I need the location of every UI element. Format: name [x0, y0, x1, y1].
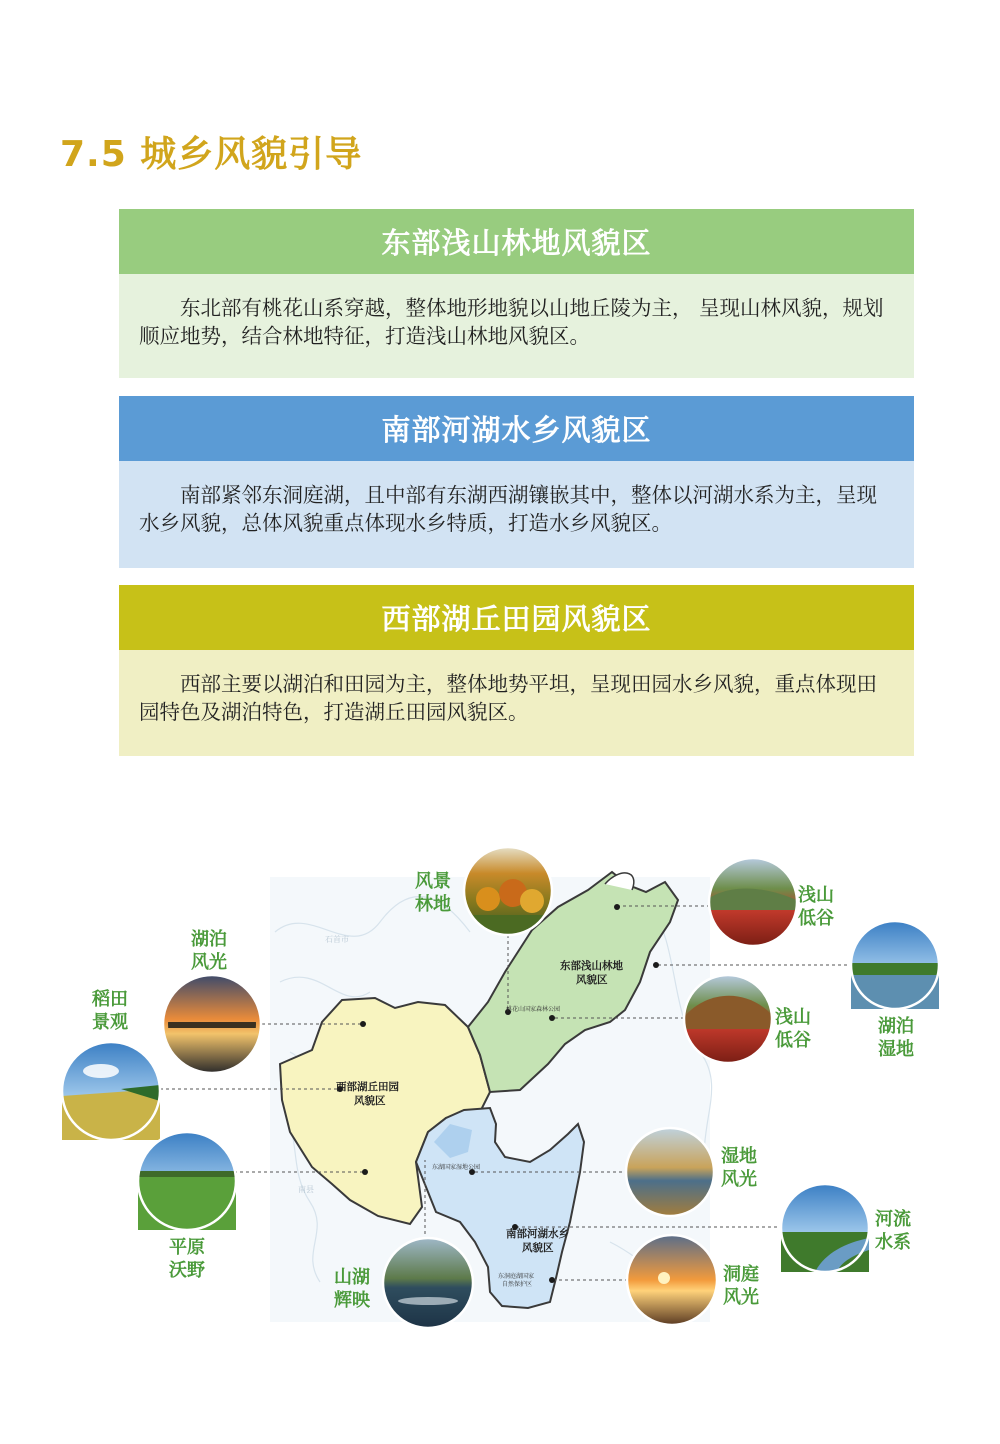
zone-west-text: 西部主要以湖泊和田园为主，整体地势平坦，呈现田园水乡风貌，重点体现田园特色及湖泊特色，打造湖丘田园风貌区。 [119, 650, 914, 756]
label-plain: 平原 沃野 [169, 1237, 205, 1281]
landscape-map-figure [50, 812, 970, 1332]
zone-south-title: 南部河湖水乡风貌区 [119, 396, 914, 461]
map-label-shishou: 石首市 [325, 935, 349, 944]
photo-hill-valley-2 [684, 975, 772, 1063]
map-label-east-2: 风貌区 [576, 974, 608, 986]
map-label-east-1: 东部浅山林地 [560, 960, 623, 972]
page-title: 7.5 城乡风貌引导 [60, 134, 363, 175]
zone-east-card [119, 209, 914, 378]
zone-west-title: 西部湖丘田园风貌区 [119, 585, 914, 650]
map-label-south-1: 南部河湖水乡 [506, 1228, 569, 1240]
zone-south-card [119, 396, 914, 568]
map-label-west-1: 西部湖丘田园 [336, 1081, 399, 1093]
label-paddy: 稻田 景观 [92, 989, 128, 1033]
map-label-reserve-1: 东洞庭湖国家 [498, 1273, 535, 1280]
label-river-system: 河流 水系 [875, 1209, 911, 1253]
map-label-nanxian: 南县 [298, 1185, 314, 1194]
photo-river-system [781, 1184, 869, 1272]
photo-plain [138, 1132, 236, 1230]
photo-lake-wetland [851, 921, 939, 1009]
label-wetland-view: 湿地 风光 [721, 1146, 757, 1190]
photo-paddy [62, 1042, 160, 1140]
map-label-wetland-park: 东湖国家湿地公园 [432, 1164, 481, 1171]
photo-wetland-view [626, 1128, 714, 1216]
label-dongting-view: 洞庭 风光 [723, 1264, 759, 1308]
map-label-forest-park: 桃花山国家森林公园 [506, 1006, 561, 1013]
photo-dongting-view [627, 1235, 717, 1325]
label-hill-valley-2: 浅山 低谷 [775, 1007, 811, 1051]
label-hill-valley-1: 浅山 低谷 [798, 885, 834, 929]
label-mountain-lake: 山湖 辉映 [334, 1267, 370, 1311]
map-label-reserve-2: 自然保护区 [502, 1281, 533, 1288]
photo-mountain-lake [383, 1238, 473, 1328]
zone-east-title: 东部浅山林地风貌区 [119, 209, 914, 274]
zone-east-text: 东北部有桃花山系穿越，整体地形地貌以山地丘陵为主， 呈现山林风貌，规划顺应地势，结合林地特征，打造浅山林地风貌区。 [119, 274, 914, 378]
zone-south-text: 南部紧邻东洞庭湖，且中部有东湖西湖镶嵌其中，整体以河湖水系为主，呈现水乡风貌，总体风貌重点体现水乡特质，打造水乡风貌区。 [119, 461, 914, 568]
photo-hill-valley-1 [709, 858, 797, 946]
label-scenic-forest: 风景 林地 [415, 871, 451, 915]
map-label-west-2: 风貌区 [354, 1095, 386, 1107]
photo-scenic-forest [464, 847, 552, 935]
photo-lake-view [163, 975, 261, 1073]
map-label-south-2: 风貌区 [522, 1242, 554, 1254]
label-lake-wetland: 湖泊 湿地 [878, 1016, 914, 1060]
label-lake-view: 湖泊 风光 [191, 929, 227, 973]
zone-west-card [119, 585, 914, 756]
